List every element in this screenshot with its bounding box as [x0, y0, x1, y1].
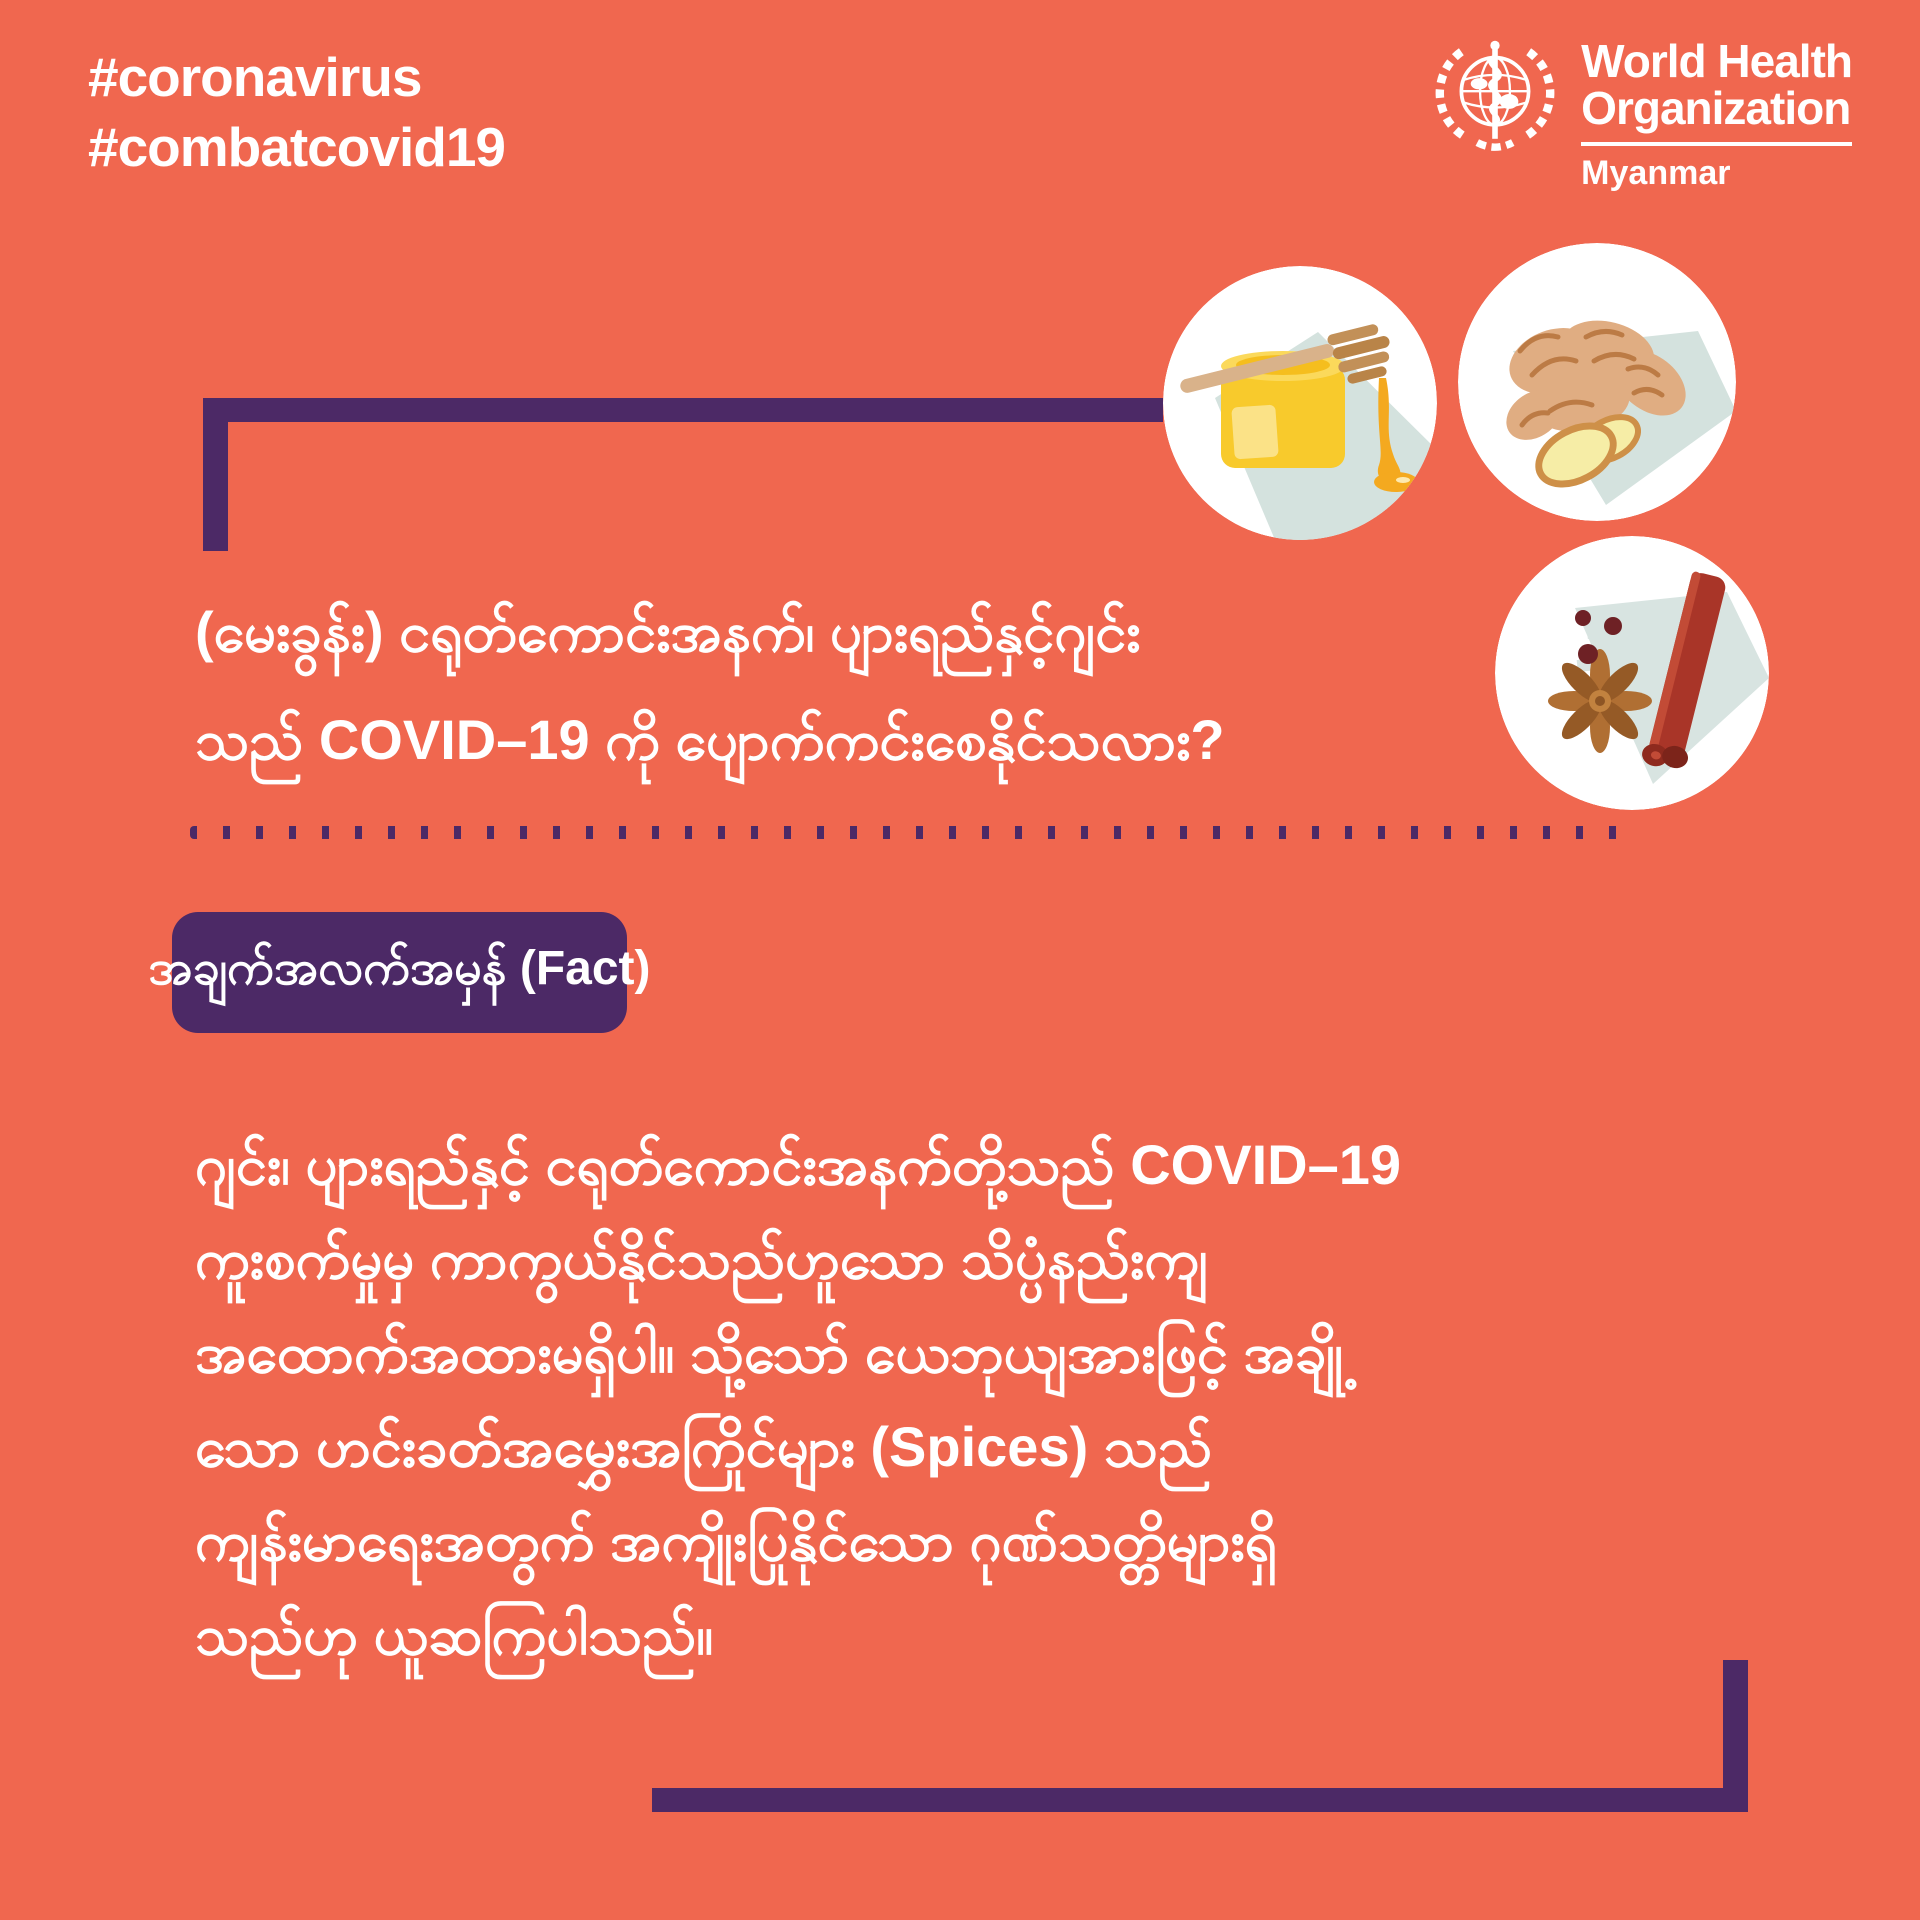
ginger-root-icon: [1458, 243, 1736, 521]
who-logo: [1425, 35, 1852, 193]
hashtags: [88, 42, 505, 182]
who-emblem-icon: [1425, 38, 1565, 166]
body-line-5: ကျန်းမာရေးအတွက် အကျိုးပြုနိုင်သော ဂုဏ်သတ္တိများရှိ: [195, 1509, 1277, 1572]
who-name-line1: World Health: [1581, 35, 1852, 87]
body-line-1: ဂျင်း၊ ပျားရည်နှင့် ငရုတ်ကောင်းအနက်တို့သည် COVID–19: [195, 1133, 1402, 1196]
hashtag-coronavirus: #coronavirus: [88, 46, 422, 108]
who-name-line2: Organization: [1581, 82, 1851, 134]
dotted-divider: [190, 826, 1635, 839]
star-anise-cinnamon-icon: [1495, 536, 1769, 810]
who-divider: [1581, 142, 1852, 146]
body-line-3: အထောက်အထားမရှိပါ။ သို့သော် ယေဘုယျအားဖြင့် အချို့: [195, 1321, 1344, 1384]
body-line-6: သည်ဟု ယူဆကြပါသည်။: [195, 1603, 714, 1666]
honey-jar-icon: [1163, 266, 1437, 540]
question-text: [195, 578, 1525, 794]
body-line-2: ကူးစက်မှုမှ ကာကွယ်နိုင်သည်ဟူသော သိပ္ပံနည်းကျ: [195, 1227, 1208, 1290]
hashtag-combatcovid19: #combatcovid19: [88, 116, 506, 178]
bracket-top-horizontal: [203, 398, 1163, 422]
who-logo-text: [1581, 35, 1852, 193]
question-line-1: (မေးခွန်း) ငရုတ်ကောင်းအနက်၊ ပျားရည်နှင့်ဂျင်း: [195, 600, 1141, 663]
fact-body-text: [195, 1118, 1785, 1682]
bracket-bottom-horizontal: [652, 1788, 1748, 1812]
bracket-bottom-vertical: [1723, 1660, 1748, 1812]
fact-badge: အချက်အလက်အမှန် (Fact): [172, 912, 627, 1033]
body-line-4: သော ဟင်းခတ်အမွှေးအကြိုင်များ (Spices) သည်: [195, 1415, 1213, 1478]
bracket-top-vertical: [203, 398, 228, 551]
who-country: Myanmar: [1581, 154, 1731, 192]
question-line-2: သည် COVID–19 ကို ပျောက်ကင်းစေနိုင်သလား?: [195, 708, 1225, 771]
